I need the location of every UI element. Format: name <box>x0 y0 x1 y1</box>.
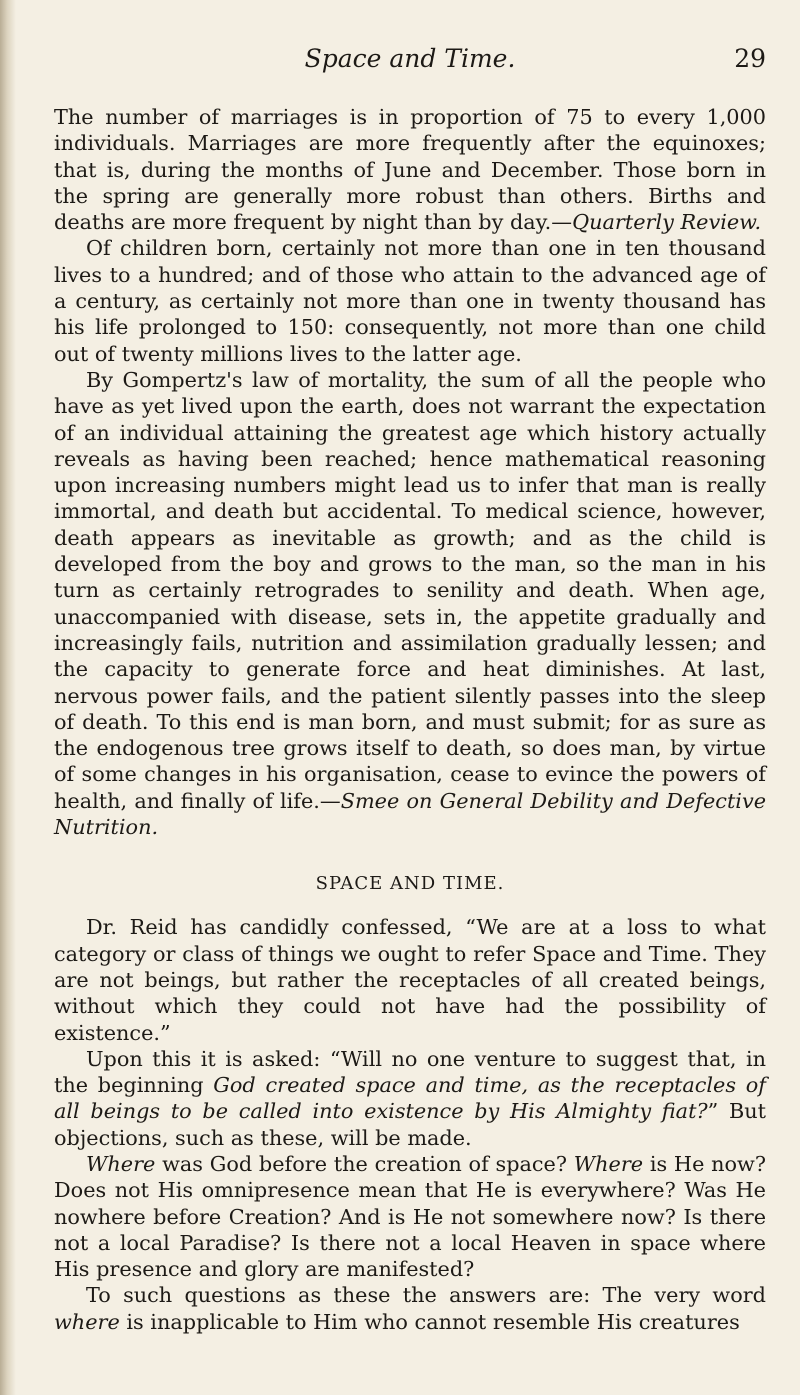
word-where-3: where <box>54 1309 120 1334</box>
paragraph-answers-rest: is inapplicable to Him who cannot resemble His creatures <box>119 1309 740 1334</box>
paragraph-upon-this-lead: Upon this it is asked: “Will no one venture to suggest that, in the beginning <box>54 1046 766 1098</box>
book-page <box>54 44 766 1335</box>
word-where-2: Where <box>573 1151 644 1176</box>
paragraph-upon-this-italic: God created space and time, as the receptacles of all beings to be called into existence by His Almighty fiat? <box>54 1073 766 1124</box>
book-binding-edge <box>0 0 16 1395</box>
paragraph-reid: Dr. Reid has candidly confessed, “We are at a loss to what category or class of things we ought to refer Space and Time. They are not beings, but rather the receptacles of all created beings, without which they could not have had the possibility of existence.” <box>54 915 766 1045</box>
section-heading: SPACE AND TIME. <box>315 873 505 895</box>
page-number: 29 <box>734 44 766 73</box>
paragraph-centenarians: Of children born, certainly not more than one in ten thousand lives to a hundred; and of those who attain to the advanced age of a century, as certainly not more than one in twenty thousand has his life prolonged to 150: consequently, not more than one child out of twenty millions lives to the latter age. <box>54 236 766 366</box>
paragraph-answers <box>54 1282 766 1335</box>
running-title: Space and Time. <box>304 44 516 73</box>
paragraph-answers-lead: To such questions as these the answers are: The very word <box>86 1283 766 1308</box>
paragraph-upon-this-tail: ” But objections, such as these, will be made. <box>54 1099 766 1150</box>
paragraph-marriages <box>54 104 766 235</box>
paragraph-upon-this <box>54 1046 766 1151</box>
word-where-1: Where <box>86 1151 156 1176</box>
paragraph-gompertz-text: By Gompertz's law of mortality, the sum of all the people who have as yet lived upon the earth, does not warrant the expectation of an individual attaining the greatest age which history actually reveals as having been reached; hence mathematical reasoning upon increasing numbers might lead us to infer that man is really immortal, and death but accidental. To medical science, however, death appears as inevitable as growth; and as the child is developed from the boy and grows to the man, so the man in his turn as certainly retrogrades to senility and death. When age, unaccompanied with disease, sets in, the appetite gradually and increasingly fails, nutrition and assimilation gradually lessen; and the capacity to generate force and heat diminishes. At last, nervous power fails, and the patient silently passes into the sleep of death. To this end is man born, and must submit; for as sure as the endogenous tree grows itself to death, so does man, by virtue of some changes in his organisation, cease to evince the powers of health, and finally of life.— <box>54 367 766 813</box>
citation-smee: Smee on General Debility and Defective Nutrition. <box>54 788 767 840</box>
paragraph-where-mid: was God before the creation of space? <box>155 1151 574 1176</box>
citation-quarterly-review: Quarterly Review. <box>572 210 762 235</box>
paragraph-marriages-text: The number of marriages is in proportion of 75 to every 1,000 individuals. Marriages are more frequently after the equinoxes; that is, during the months of June and December. Those born in the spring are generally more robust than others. Births and deaths are more frequent by night than by day.— <box>54 105 766 235</box>
paragraph-gompertz <box>54 367 766 840</box>
paragraph-where-rest: is He now? Does not His omnipresence mean that He is everywhere? Was He nowhere before Creation? And is He not somewhere now? Is there not a local Paradise? Is there not a local Heaven in space where His presence and glory are manifested? <box>54 1151 766 1282</box>
paragraph-where-was-god <box>54 1151 766 1282</box>
page-header <box>54 44 766 88</box>
